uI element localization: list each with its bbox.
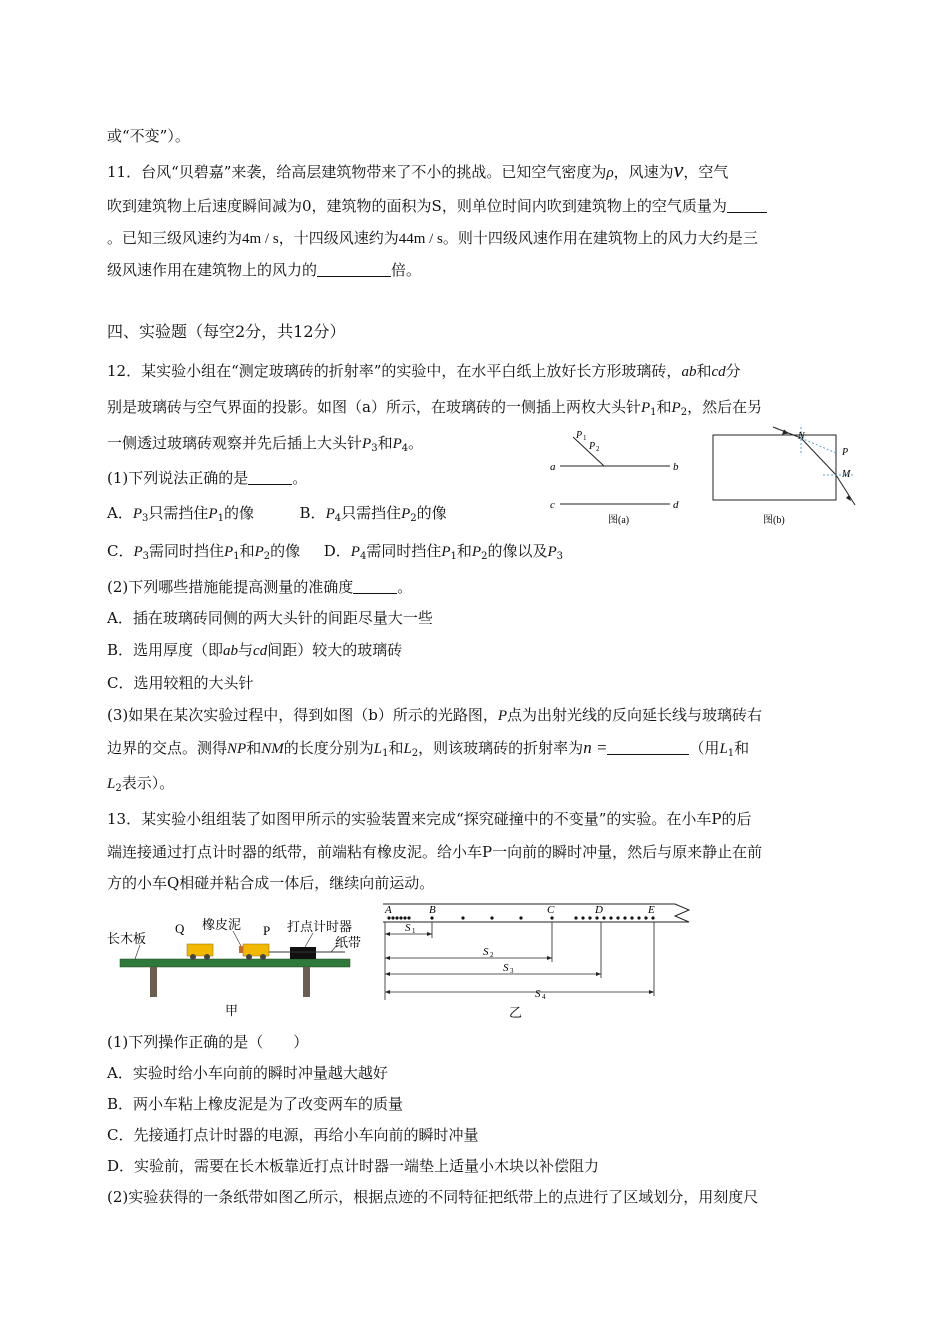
fig-a-label-c: c — [550, 499, 555, 511]
fig-b-label-m: M — [842, 469, 851, 480]
fig-yi-label-e: E — [648, 904, 655, 916]
fig-yi-label-a: A — [385, 904, 392, 916]
fig-yi-arrowhead — [596, 972, 601, 976]
fig-jia-leg-right — [303, 967, 310, 997]
fig-yi-dot — [602, 916, 605, 919]
fig-yi-label-b: B — [429, 904, 436, 916]
fig-jia-pointer-clay — [233, 931, 241, 946]
fig-yi-label-s4: S — [535, 988, 541, 1000]
fig-b-label-n: N — [798, 431, 805, 442]
fig-yi-label-s3: S — [503, 962, 509, 974]
fig-yi-arrowhead — [649, 990, 654, 994]
fig-yi-dot — [630, 916, 633, 919]
fig-yi-dot — [490, 916, 493, 919]
fig-jia-timer — [290, 947, 316, 959]
q12-options-cd: C．$P_3$需同时挡住$P_1$和$P_2$的像 D．$P_4$需同时挡住$P_1$和$P_2$的像以及$P_3$ — [107, 542, 563, 562]
fig-yi-label-s1-sub: 1 — [412, 927, 416, 935]
fig-a-label-a: a — [550, 461, 556, 473]
q12-blank-1[interactable] — [248, 470, 292, 485]
fig-yi-label-s3-sub: 3 — [510, 967, 514, 975]
q12-line-1: 12．某实验小组在“测定玻璃砖的折射率”的实验中，在水平白纸上放好长方形玻璃砖，ab和cd分 — [107, 362, 741, 380]
fig-yi-dot — [609, 916, 612, 919]
fig-yi-arrowheads — [385, 932, 654, 994]
fig-jia-cart-p — [243, 944, 269, 956]
fig-jia-leg-left — [150, 967, 157, 997]
q13-option-d: D．实验前，需要在长木板靠近打点计时器一端垫上适量小木块以补偿阻力 — [107, 1157, 600, 1175]
fig-a-label-p2-sub: 2 — [596, 445, 600, 453]
q11-line-2: 吹到建筑物上后速度瞬间减为0，建筑物的面积为S，则单位时间内吹到建筑物上的空气质量为 — [107, 196, 767, 216]
fig-yi-dot — [616, 916, 619, 919]
q13-line-2: 端连接通过打点计时器的纸带，前端粘有橡皮泥。给小车P一向前的瞬时冲量，然后与原来静止在前 — [107, 843, 763, 861]
q10-tail: 或“不变”）。 — [107, 127, 190, 145]
fig-b-caption: 图(b) — [763, 515, 785, 526]
fig-a-caption: 图(a) — [608, 515, 630, 526]
q13-line-1: 13．某实验小组组装了如图甲所示的实验装置来完成“探究碰撞中的不变量”的实验。在小车P的后 — [107, 810, 752, 828]
q11-line-3: 。已知三级风速约为4m / s，十四级风速约为44m / s。则十四级风速作用在建筑物上的风力大约是三 — [107, 229, 758, 247]
fig-jia-label-tape: 纸带 — [335, 935, 362, 950]
fig-jia-cart-q — [187, 944, 213, 956]
q13-line-3: 方的小车Q相碰并粘合成一体后，继续向前运动。 — [107, 874, 435, 892]
fig-jia-pointer-board — [135, 945, 140, 959]
fig-yi-dot — [391, 916, 394, 919]
fig-yi-dot — [387, 916, 390, 919]
q12-options-ab: A．$P_3$只需挡住$P_1$的像 B．$P_4$只需挡住$P_2$的像 — [107, 504, 447, 524]
figure-a — [540, 425, 690, 530]
fig-b-refracted-ray — [801, 438, 836, 475]
fig-yi-label-c: C — [547, 904, 555, 916]
q13-option-b: B．两小车粘上橡皮泥是为了改变两车的质量 — [107, 1095, 404, 1113]
fig-yi-dot — [644, 916, 647, 919]
q12-sub1: (1)下列说法正确的是 。 — [107, 469, 308, 487]
fig-a-label-b: b — [673, 461, 679, 473]
fig-jia-label-board: 长木板 — [107, 931, 147, 946]
fig-yi-dot — [637, 916, 640, 919]
fig-yi-arrowhead — [385, 932, 390, 936]
fig-a-label-p1: P — [576, 430, 583, 441]
fig-yi-dot — [403, 916, 406, 919]
q11-line-1: 11．台风“贝碧嘉”来袭，给高层建筑物带来了不小的挑战。已知空气密度为ρ，风速为v，空气 — [107, 157, 729, 182]
fig-yi-arrowhead — [385, 990, 390, 994]
fig-yi-dot — [581, 916, 584, 919]
q12-sub3-line-3: $L_2$表示）。 — [107, 774, 175, 794]
fig-jia-pointer-timer — [305, 933, 313, 947]
figure-yi — [375, 900, 705, 1022]
q12-sub2-B: B．选用厚度（即ab与cd间距）较大的玻璃砖 — [107, 641, 403, 659]
fig-yi-arrowhead — [547, 956, 552, 960]
fig-yi-dot — [595, 916, 598, 919]
q11-line-4: 级风速作用在建筑物上的风力的 倍。 — [107, 261, 422, 279]
fig-a-label-p1-sub: 1 — [583, 434, 587, 442]
fig-jia-cart-q-wheel-1 — [190, 954, 196, 960]
fig-yi-caption: 乙 — [509, 1005, 523, 1020]
q11-blank-1[interactable] — [727, 198, 767, 213]
fig-jia-label-p: P — [263, 923, 271, 938]
q12-sub3-line-2: 边界的交点。测得NP和NM的长度分别为$L_1$和$L_2$，则该玻璃砖的折射率为n = （用$L_1$和 — [107, 738, 750, 759]
fig-jia-clay — [239, 946, 243, 953]
q11-blank-2[interactable] — [317, 262, 391, 277]
fig-yi-dot — [395, 916, 398, 919]
q12-sub2-A: A．插在玻璃砖同侧的两大头针的间距尽量大一些 — [107, 609, 433, 627]
q12-line-2: 别是玻璃砖与空气界面的投影。如图（a）所示，在玻璃砖的一侧插上两枚大头针$P_1$和$P_2$，然后在另 — [107, 398, 763, 418]
q12-sub2: (2)下列哪些措施能提高测量的准确度 。 — [107, 578, 413, 596]
fig-b-arrow-in — [782, 430, 789, 435]
q12-blank-2[interactable] — [353, 579, 397, 594]
fig-yi-dot — [461, 916, 464, 919]
figure-b — [705, 425, 870, 530]
fig-jia-label-clay: 橡皮泥 — [202, 917, 242, 932]
q12-blank-3[interactable] — [607, 740, 689, 755]
fig-jia-cart-q-wheel-2 — [204, 954, 210, 960]
fig-yi-dot — [519, 916, 522, 919]
q12-line-3: 一侧透过玻璃砖观察并先后插上大头针$P_3$和$P_4$。 — [107, 434, 424, 454]
fig-jia-label-timer: 打点计时器 — [287, 919, 353, 934]
fig-yi-label-s2-sub: 2 — [490, 951, 494, 959]
fig-jia-label-q: Q — [175, 921, 185, 936]
fig-jia-cart-p-wheel-1 — [246, 954, 252, 960]
fig-yi-dot — [407, 916, 410, 919]
fig-yi-measure-lines — [385, 922, 654, 1000]
fig-yi-dot — [651, 916, 654, 919]
q13-option-c: C．先接通打点计时器的电源，再给小车向前的瞬时冲量 — [107, 1126, 479, 1144]
fig-yi-dots — [387, 916, 654, 919]
fig-yi-dot — [430, 916, 433, 919]
fig-a-label-d: d — [673, 499, 679, 511]
fig-a-label-p2: P — [589, 441, 596, 452]
fig-yi-arrowhead — [427, 932, 432, 936]
fig-yi-dot — [574, 916, 577, 919]
fig-jia-board — [120, 959, 350, 967]
fig-yi-arrowhead — [385, 956, 390, 960]
fig-jia-cart-p-wheel-2 — [260, 954, 266, 960]
fig-yi-label-s2: S — [483, 946, 489, 958]
fig-yi-dot — [588, 916, 591, 919]
q13-sub2: (2)实验获得的一条纸带如图乙所示，根据点迹的不同特征把纸带上的点进行了区域划分，用刻度尺 — [107, 1188, 759, 1206]
q13-option-a: A．实验时给小车向前的瞬时冲量越大越好 — [107, 1064, 388, 1082]
figure-jia — [105, 905, 365, 1020]
fig-b-extension-line — [801, 438, 836, 453]
section-title: 四、实验题（每空2分，共12分） — [107, 322, 346, 341]
fig-yi-label-s1: S — [405, 922, 411, 934]
q12-sub3-line-1: (3)如果在某次实验过程中，得到如图（b）所示的光路图，P点为出射光线的反向延长线与玻璃砖右 — [107, 706, 763, 724]
fig-jia-caption: 甲 — [225, 1003, 239, 1018]
q12-sub2-C: C．选用较粗的大头针 — [107, 674, 254, 692]
q13-sub1: (1)下列操作正确的是（ ） — [107, 1033, 309, 1051]
fig-yi-arrowhead — [385, 972, 390, 976]
fig-yi-label-d: D — [595, 904, 603, 916]
fig-yi-dot — [623, 916, 626, 919]
fig-yi-label-s4-sub: 4 — [542, 993, 546, 1001]
fig-yi-dot — [399, 916, 402, 919]
fig-yi-dot — [550, 916, 553, 919]
fig-b-label-p: P — [842, 447, 849, 458]
